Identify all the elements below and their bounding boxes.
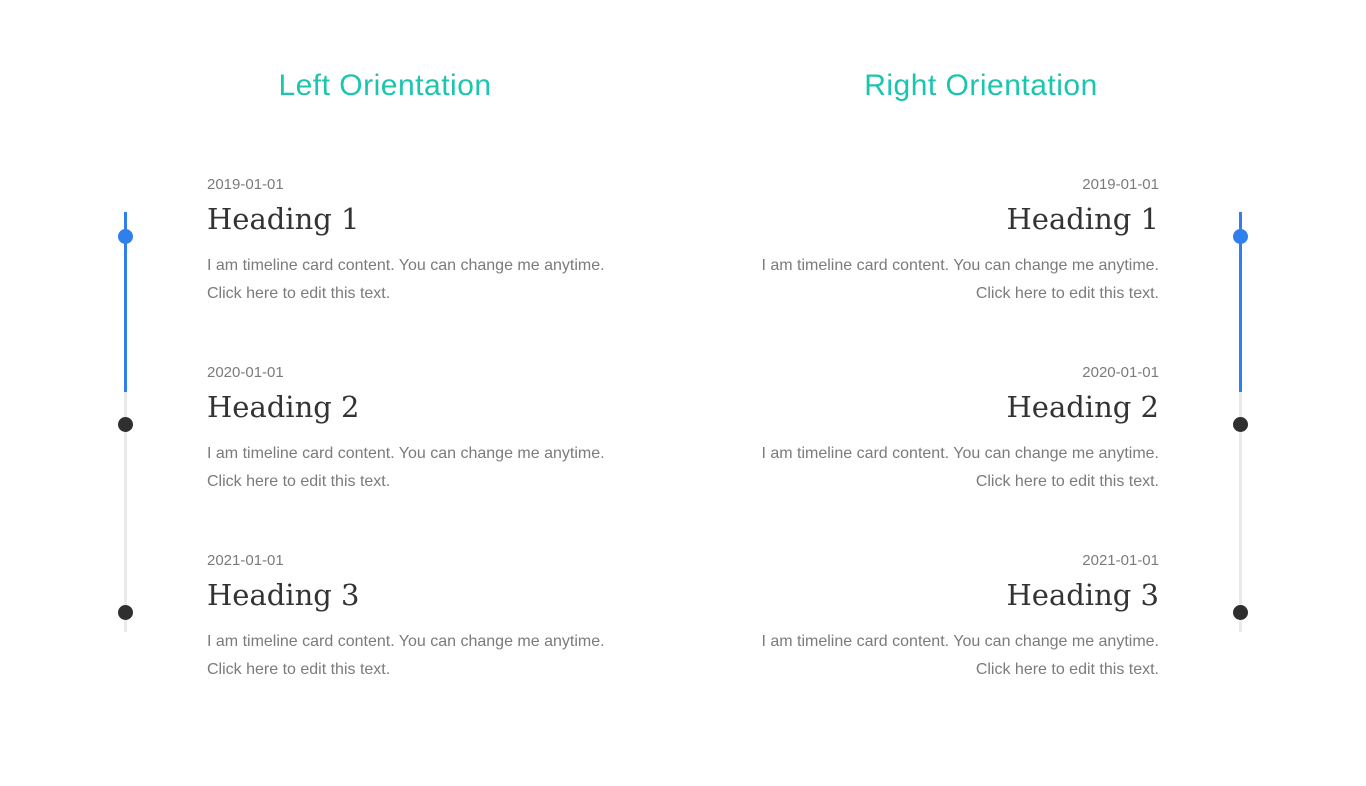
entry-body[interactable] — [207, 440, 655, 495]
timeline-entry — [115, 174, 655, 362]
entry-body[interactable] — [711, 628, 1159, 683]
timeline-entry — [115, 362, 655, 550]
timeline-entry — [711, 362, 1251, 550]
timeline-dot — [118, 605, 133, 620]
entry-date: 2019-01-01 — [207, 176, 284, 193]
entry-date: 2020-01-01 — [207, 364, 284, 381]
timeline-entry — [711, 550, 1251, 738]
entry-body-line[interactable]: I am timeline card content. You can change me anytime. — [207, 257, 605, 274]
entry-body-line[interactable]: I am timeline card content. You can change me anytime. — [761, 445, 1159, 462]
entry-date: 2021-01-01 — [1082, 552, 1159, 569]
timeline-dot — [1233, 605, 1248, 620]
timeline-entry — [115, 550, 655, 738]
panel-right-orientation — [711, 0, 1251, 738]
timeline-dot-active — [118, 229, 133, 244]
entry-date: 2019-01-01 — [1082, 176, 1159, 193]
entry-heading: Heading 3 — [1006, 578, 1159, 612]
entry-body-line[interactable]: Click here to edit this text. — [975, 284, 1159, 302]
panel-title-left: Left Orientation — [278, 69, 492, 102]
entry-body-line[interactable]: Click here to edit this text. — [207, 284, 391, 302]
entry-heading: Heading 1 — [1006, 202, 1159, 236]
entry-body-line[interactable]: Click here to edit this text. — [975, 660, 1159, 678]
entry-date: 2020-01-01 — [1082, 364, 1159, 381]
entry-heading: Heading 2 — [207, 390, 360, 424]
entry-body[interactable] — [711, 252, 1159, 307]
timeline-left — [115, 174, 655, 738]
entry-date: 2021-01-01 — [207, 552, 284, 569]
entry-body[interactable] — [207, 252, 655, 307]
entry-body-line[interactable]: Click here to edit this text. — [207, 660, 391, 678]
timeline-right — [711, 174, 1251, 738]
entry-body-line[interactable]: I am timeline card content. You can change me anytime. — [761, 257, 1159, 274]
timeline-dot — [1233, 417, 1248, 432]
timeline-dot — [118, 417, 133, 432]
entry-body[interactable] — [207, 628, 655, 683]
panel-left-orientation — [115, 0, 655, 738]
panel-title-right: Right Orientation — [864, 69, 1098, 102]
entry-body-line[interactable]: I am timeline card content. You can change me anytime. — [761, 633, 1159, 650]
entry-heading: Heading 2 — [1006, 390, 1159, 424]
entry-body[interactable] — [711, 440, 1159, 495]
timeline-entry — [711, 174, 1251, 362]
entry-body-line[interactable]: I am timeline card content. You can change me anytime. — [207, 633, 605, 650]
entry-heading: Heading 3 — [207, 578, 360, 612]
entry-body-line[interactable]: I am timeline card content. You can change me anytime. — [207, 445, 605, 462]
entry-heading: Heading 1 — [207, 202, 360, 236]
entry-body-line[interactable]: Click here to edit this text. — [207, 472, 391, 490]
timeline-dot-active — [1233, 229, 1248, 244]
entry-body-line[interactable]: Click here to edit this text. — [975, 472, 1159, 490]
